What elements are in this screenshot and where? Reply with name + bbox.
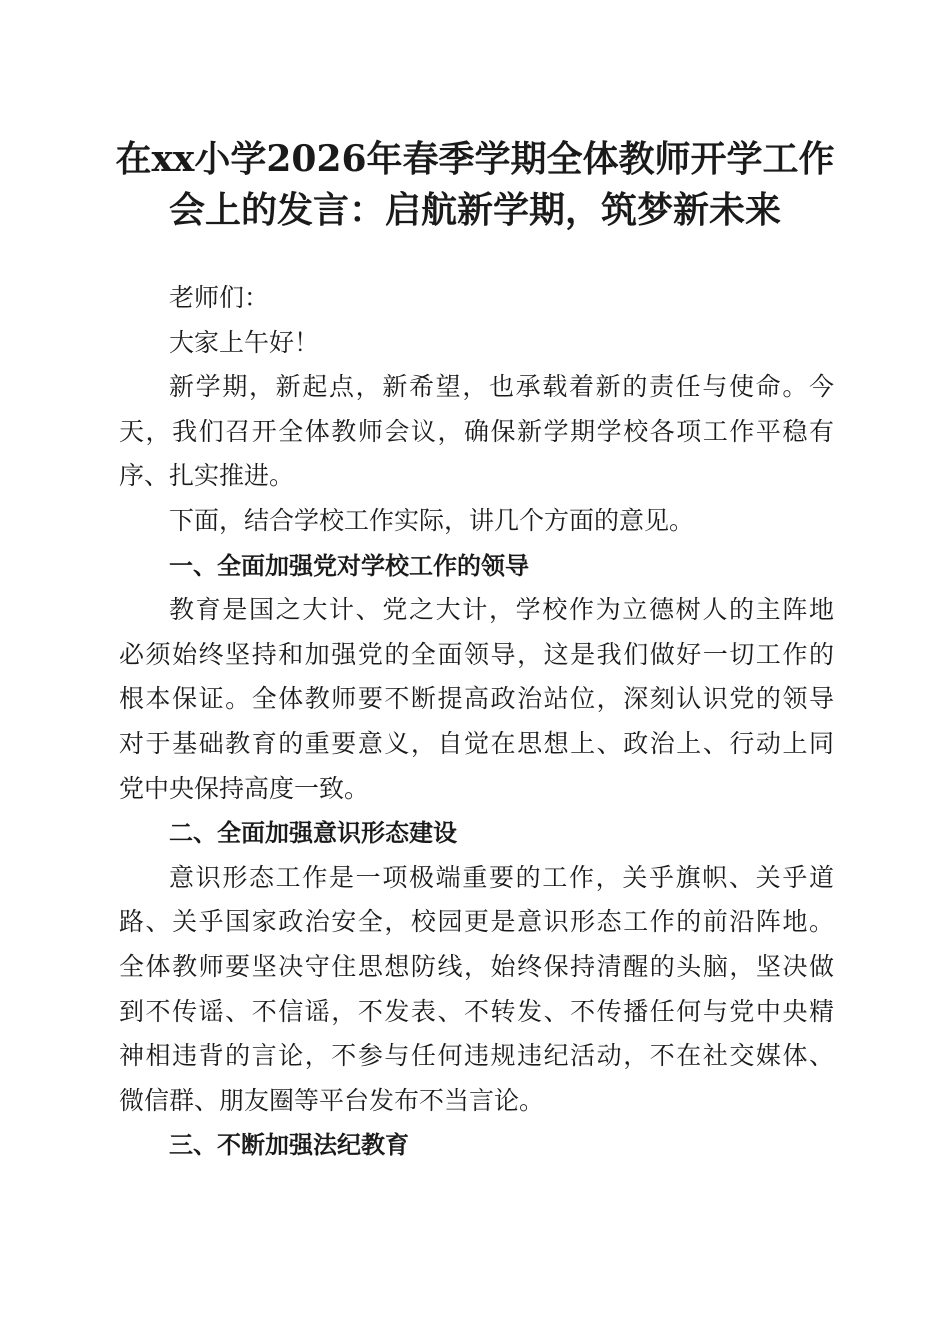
- section-3-heading: 三、不断加强法纪教育: [169, 1131, 409, 1160]
- section-1-line: 教育是国之大计、党之大计，学校作为立德树人的主阵地: [169, 595, 834, 625]
- title-line-1: 在xx小学2026年春季学期全体教师开学工作: [115, 138, 835, 180]
- intro-line: 新学期，新起点，新希望，也承载着新的责任与使命。今: [169, 372, 834, 402]
- section-1-line: 对于基础教育的重要意义，自觉在思想上、政治上、行动上同: [119, 728, 834, 758]
- document-body: [119, 276, 834, 1168]
- section-1-line: 根本保证。全体教师要不断提高政治站位，深刻认识党的领导: [119, 684, 834, 714]
- section-2-line: 到不传谣、不信谣，不发表、不转发、不传播任何与党中央精: [119, 996, 834, 1026]
- document-title: [100, 134, 850, 236]
- section-2-line: 神相违背的言论，不参与任何违规违纪活动，不在社交媒体、: [119, 1041, 834, 1071]
- greeting: 大家上午好！: [169, 327, 320, 357]
- section-1-line: 必须始终坚持和加强党的全面领导，这是我们做好一切工作的: [119, 639, 834, 669]
- transition-paragraph: 下面，结合学校工作实际，讲几个方面的意见。: [169, 505, 695, 535]
- section-2-heading: 二、全面加强意识形态建设: [169, 819, 457, 848]
- title-line-2: 会上的发言：启航新学期，筑梦新未来: [168, 189, 781, 231]
- section-2-line: 路、关乎国家政治安全，校园更是意识形态工作的前沿阵地。: [119, 907, 834, 937]
- section-2-line: 意识形态工作是一项极端重要的工作，关乎旗帜、关乎道: [169, 862, 834, 892]
- intro-line: 序、扎实推进。: [119, 461, 295, 491]
- section-2-line: 全体教师要坚决守住思想防线，始终保持清醒的头脑，坚决做: [119, 951, 834, 981]
- section-1-line: 党中央保持高度一致。: [119, 773, 370, 803]
- section-1-heading: 一、全面加强党对学校工作的领导: [169, 551, 529, 580]
- salutation: 老师们：: [169, 283, 270, 312]
- section-2-line: 微信群、朋友圈等平台发布不当言论。: [119, 1085, 545, 1115]
- intro-line: 天，我们召开全体教师会议，确保新学期学校各项工作平稳有: [119, 416, 834, 446]
